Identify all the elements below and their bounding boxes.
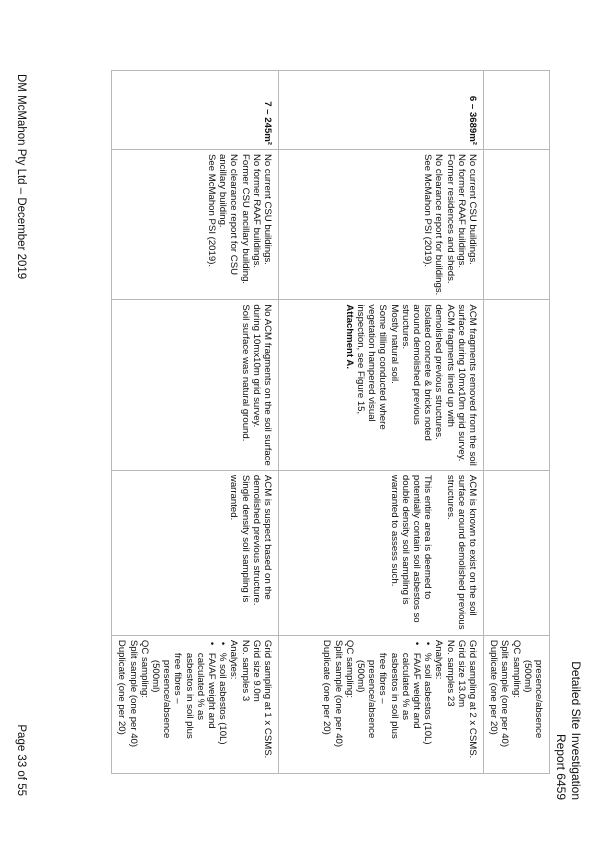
bullet-item: • FA/AF weight and xyxy=(206,640,217,769)
assessment-cell xyxy=(112,470,279,635)
footer-company: DM McMahon Pty Ltd – December 2019 xyxy=(15,74,27,280)
text-line: ACM is known to exist on the soil xyxy=(466,474,478,616)
footer-page-number: Page 33 of 55 xyxy=(15,724,27,796)
text-line: QC sampling: xyxy=(343,639,355,699)
text-line: asbestos in soil plus xyxy=(388,652,400,739)
text-line: Mostly natural soil. xyxy=(388,304,400,384)
table-row-area-7 xyxy=(112,71,279,774)
text-line: ACM fragments removed from the soil xyxy=(466,304,478,466)
paragraph-gap xyxy=(433,475,444,631)
text-line: Former residences and sheds. xyxy=(444,154,456,284)
text-line: Split sample (one per 40) xyxy=(332,639,344,748)
text-line: structures. xyxy=(444,474,456,520)
text-line: asbestos in soil plus xyxy=(183,652,195,739)
observations-cell xyxy=(483,300,549,471)
text-line: No. samples 3 xyxy=(239,639,251,702)
text-line: Grid size 13.0m xyxy=(455,639,467,708)
text-line: surface during 10mx10m grid survey. xyxy=(455,304,467,462)
site-history-cell xyxy=(112,150,279,300)
text-line: (500ml) xyxy=(521,659,533,693)
text-line: ACM fragments lined up with xyxy=(444,304,456,427)
text-line: Single density soil sampling is xyxy=(239,474,251,603)
text-line: free fibres – xyxy=(172,652,184,704)
text-line: No current CSU buildings. xyxy=(466,154,478,265)
area-cell xyxy=(483,71,549,150)
text-line: QC sampling: xyxy=(138,639,150,699)
area-label: 6 – 3689m² xyxy=(466,95,478,145)
text-line: double density soil sampling is xyxy=(399,474,411,605)
text-line: warranted. xyxy=(228,474,240,521)
text-line: Soil surface was natural ground. xyxy=(239,304,251,442)
text-line: Grid size 9.0m xyxy=(250,639,262,702)
text-line: presence/absence xyxy=(533,659,544,739)
text-line: presence/absence xyxy=(161,659,173,739)
sampling-table xyxy=(111,70,550,774)
text-line: Isolated concrete & bricks noted xyxy=(422,304,434,441)
text-line: inspection, see Figure 15, xyxy=(354,304,366,415)
text-line: during 10mx10m grid survey. xyxy=(250,304,262,428)
site-history-cell xyxy=(278,150,483,300)
text-line: free fibres – xyxy=(377,652,389,704)
text-line: Split sample (one per 40) xyxy=(499,639,511,748)
sampling-plan-cell xyxy=(112,635,279,773)
text-line: No clearance report for buildings. xyxy=(433,154,445,296)
text-line: demolished previous structures. xyxy=(433,304,445,440)
text-line: surface around demolished previous xyxy=(455,474,467,630)
text-line: Former CSU ancillary building. xyxy=(239,154,251,285)
text-line: (500ml) xyxy=(354,659,366,693)
text-line: Split sample (one per 40) xyxy=(127,639,139,748)
text-line: vegetation hampered visual xyxy=(366,304,378,422)
text-line: Duplicate (one per 20) xyxy=(488,639,500,735)
header-report-number: Report 6459 xyxy=(554,733,568,800)
text-line: QC sampling: xyxy=(510,639,522,699)
text-line: ACM is suspect based on the xyxy=(261,474,273,600)
text-line: No ACM fragments on the soil surface xyxy=(261,304,273,466)
observations-cell xyxy=(278,300,483,471)
text-line: No. samples 23 xyxy=(444,639,456,707)
text-line: Analytes: xyxy=(433,639,445,680)
assessment-cell xyxy=(278,470,483,635)
bullet-item: • % soil asbestos (10L) xyxy=(217,640,228,769)
text-line: structures. xyxy=(399,304,411,350)
text-line: demolished previous structure. xyxy=(250,474,262,606)
header-title: Detailed Site Investigation xyxy=(569,661,583,800)
text-line: No clearance report for CSU xyxy=(228,154,240,276)
bullet-item: • % soil asbestos (10L) xyxy=(422,640,433,769)
text-line: Grid sampling at 2 x CSMS. xyxy=(466,639,478,759)
sampling-plan-cell xyxy=(483,635,549,773)
area-cell xyxy=(278,71,483,150)
sampling-plan-cell xyxy=(278,635,483,773)
area-cell xyxy=(112,71,279,150)
text-line: No former RAAF buildings. xyxy=(455,154,467,269)
attachment-reference: Attachment A. xyxy=(343,304,355,370)
text-line: (500ml) xyxy=(149,659,161,693)
text-line: Duplicate (one per 20) xyxy=(116,639,128,735)
text-line: calculated % as xyxy=(399,652,411,721)
text-line: potentially contain soil asbestos so xyxy=(411,474,423,623)
text-line: Some tilling conducted where xyxy=(377,304,389,430)
text-line: No former RAAF buildings. xyxy=(250,154,262,269)
table-row-continued xyxy=(483,71,549,774)
text-line: calculated % as xyxy=(194,652,206,721)
bullet-item: • FA/AF weight and xyxy=(411,640,422,769)
text-line: This entire area is deemed to xyxy=(422,474,434,600)
text-line: Analytes: xyxy=(228,639,240,680)
text-line: warranted to assess such. xyxy=(388,474,400,587)
text-line: Grid sampling at 1 x CSMS. xyxy=(261,639,273,759)
text-line: ancillary building. xyxy=(217,154,229,228)
table-row-area-6 xyxy=(278,71,483,774)
text-line: No current CSU buildings. xyxy=(261,154,273,265)
text-line: Duplicate (one per 20) xyxy=(321,639,333,735)
text-line: See McMahon PSI (2019). xyxy=(422,154,434,268)
text-line: presence/absence xyxy=(366,659,378,739)
observations-cell xyxy=(112,300,279,471)
text-line: around demolished previous xyxy=(410,304,422,425)
text-line: See McMahon PSI (2019). xyxy=(205,154,217,268)
assessment-cell xyxy=(483,470,549,635)
area-label: 7 – 245m² xyxy=(261,101,273,145)
site-history-cell xyxy=(483,150,549,300)
